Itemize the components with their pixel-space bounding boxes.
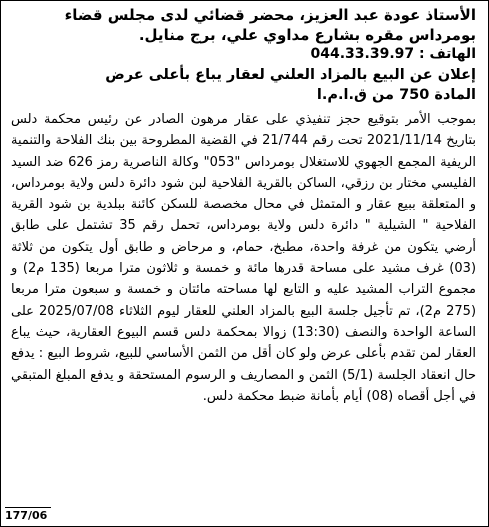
phone-label: الهاتف : [419,46,476,62]
bailiff-name-line: الأستاذ عودة عبد العزيز، محضر قضائي لدى مجلس قضاء [64,6,476,24]
reference-number: 177/06 [5,507,51,522]
phone-line [11,45,476,63]
phone-number: 044.33.39.97 [310,46,415,62]
notice-title-line: إعلان عن البيع بالمزاد العلني لعقار يباع بأعلى عرض [105,67,476,83]
notice-header [1,1,488,63]
notice-body: بموجب الأمر بتوقيع حجز تنفيذي على عقار مرهون الصادر عن رئيس محكمة دلس بتاريخ 2021/11/14 تحت رقم 21/744 في القضية المطروحة بين بنك الفلاحة والتنمية الريفية المجمع الجهوي للاستغلال بومرداس "053" وكالة الناصرية رمز 626 ضد السيد الفليسي مختار بن رزقي، الساكن بالقرية الفلاحية لبن شود دائرة دلس ولاية بومرداس، و المتعلقة ببيع عقار و المتمثل في محال مخصصة للسكن كائنة ببلدية بن شود القرية الفلاحية " الشيلية " دائرة دلس ولاية بومرداس، تحمل رقم 35 تشتمل على طابق أرضي يتكون من غرفة واحدة، مطبخ، حمام، و مرحاض و طابق أول يتكون من ثلاثة (03) غرف مشيد على مساحة قدرها مائة و خمسة و ثلاثون مترا مربعا (135 م2) و مجموع التراب المشيد عليه و التابع لها مساحته مائتان و خمسة و سبعون مترا مربعا (275 م2)، تم تأجيل جلسة البيع بالمزاد العلني للعقار ليوم الثلاثاء 2025/07/08 على الساعة الواحدة والنصف (13:30) زوالا بمحكمة دلس قسم البيوع العقارية، حيث يباع العقار لمن تقدم بأعلى عرض ولو كان أقل من الثمن الأساسي للبيع، شروط البيع : يدفع حال انعقاد الجلسة (5/1) الثمن و المصاريف و الرسوم المستحقة و يدفع المبلغ المتبقي في أجل أقصاه (08) أيام بأمانة ضبط محكمة دلس. [11,112,477,404]
bailiff-address-line: بومرداس مقره بشارع مداوي علي، برج منايل. [138,26,476,44]
notice-title [1,65,488,105]
notice-article-line: المادة 750 من ق.ا.م.ا [316,87,476,103]
